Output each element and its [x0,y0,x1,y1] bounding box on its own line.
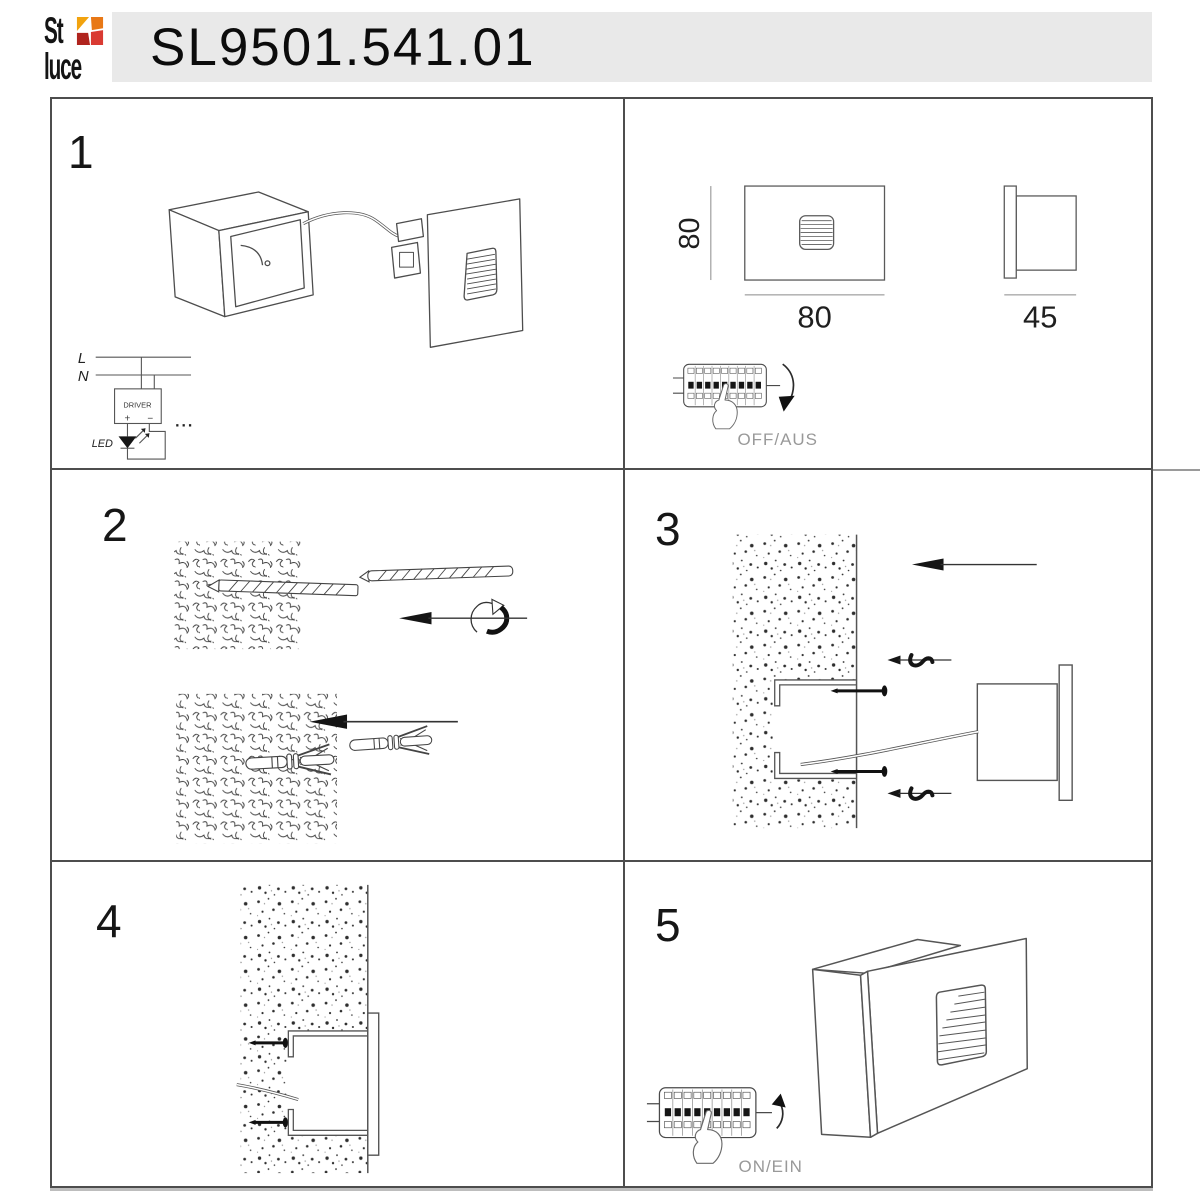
wiring-label-neutral: N [77,368,89,385]
logo-text-luce: luce [44,46,81,87]
power-on-label: ON/EIN [738,1157,803,1177]
step-3-illustration [625,470,1151,860]
wiring-label-minus: − [147,413,154,425]
assembled-fixture-drawing [813,939,1028,1138]
panel-step-1 [52,99,625,470]
wiring-diagram [78,351,195,459]
screw-turn-bottom-icon [888,788,952,798]
wiring-label-driver: DRIVER [123,400,152,410]
circuit-breaker-icon [673,364,780,428]
step-5-number: 5 [655,899,681,951]
side-view-drawing [1004,186,1076,278]
wiring-label-led: LED [91,438,113,451]
rotation-arrow-icon [471,599,507,632]
front-view-drawing [745,186,885,280]
cable-drawing [303,213,399,237]
switch-on-arrow-icon [772,1094,786,1129]
step-1-number: 1 [68,126,94,178]
step-1-illustration [52,99,623,468]
fixture-drawing [392,199,523,347]
screw-turn-top-icon [888,655,952,665]
logo-text-st: St [44,10,63,51]
wall-anchor-drawing [349,726,433,760]
title-bar [112,12,1152,82]
instruction-grid [50,97,1153,1188]
switch-off-arrow-icon [779,364,795,411]
power-off-label: OFF/AUS [737,430,818,450]
wall-recess [288,1031,367,1135]
model-number: SL9501.541.01 [150,18,536,77]
step-2-illustration [52,470,623,860]
panel-step-2 [52,470,625,862]
panel-step-4 [52,862,625,1186]
step-2-number: 2 [102,499,128,551]
wiring-ellipsis: ... [175,413,195,431]
panel-step-5 [625,862,1151,1186]
drill-bit-drawing [360,566,513,582]
wall-texture-upper [174,542,303,649]
wiring-label-live: L [77,351,87,368]
step-4-illustration [52,862,623,1186]
panel-dimensions [625,99,1151,470]
scan-artifact-line [1153,469,1200,471]
mounting-box-drawing [169,192,313,317]
step-3-number: 3 [655,503,681,555]
step-4-number: 4 [96,895,122,947]
panel-step-3 [625,470,1151,862]
push-arrow-icon [912,559,1037,571]
dimension-width: 80 [797,299,832,335]
wiring-label-plus: + [124,413,131,425]
fixture-side-view [977,665,1072,800]
dimension-height: 80 [673,217,706,250]
dimensions-illustration [625,99,1151,468]
fixture-flange [368,1013,379,1155]
st-luce-logo-mark-icon [76,16,104,47]
circuit-breaker-icon [647,1088,772,1164]
dimension-depth: 45 [1023,299,1058,335]
wall-recess [773,680,857,779]
step-5-illustration [625,862,1151,1186]
